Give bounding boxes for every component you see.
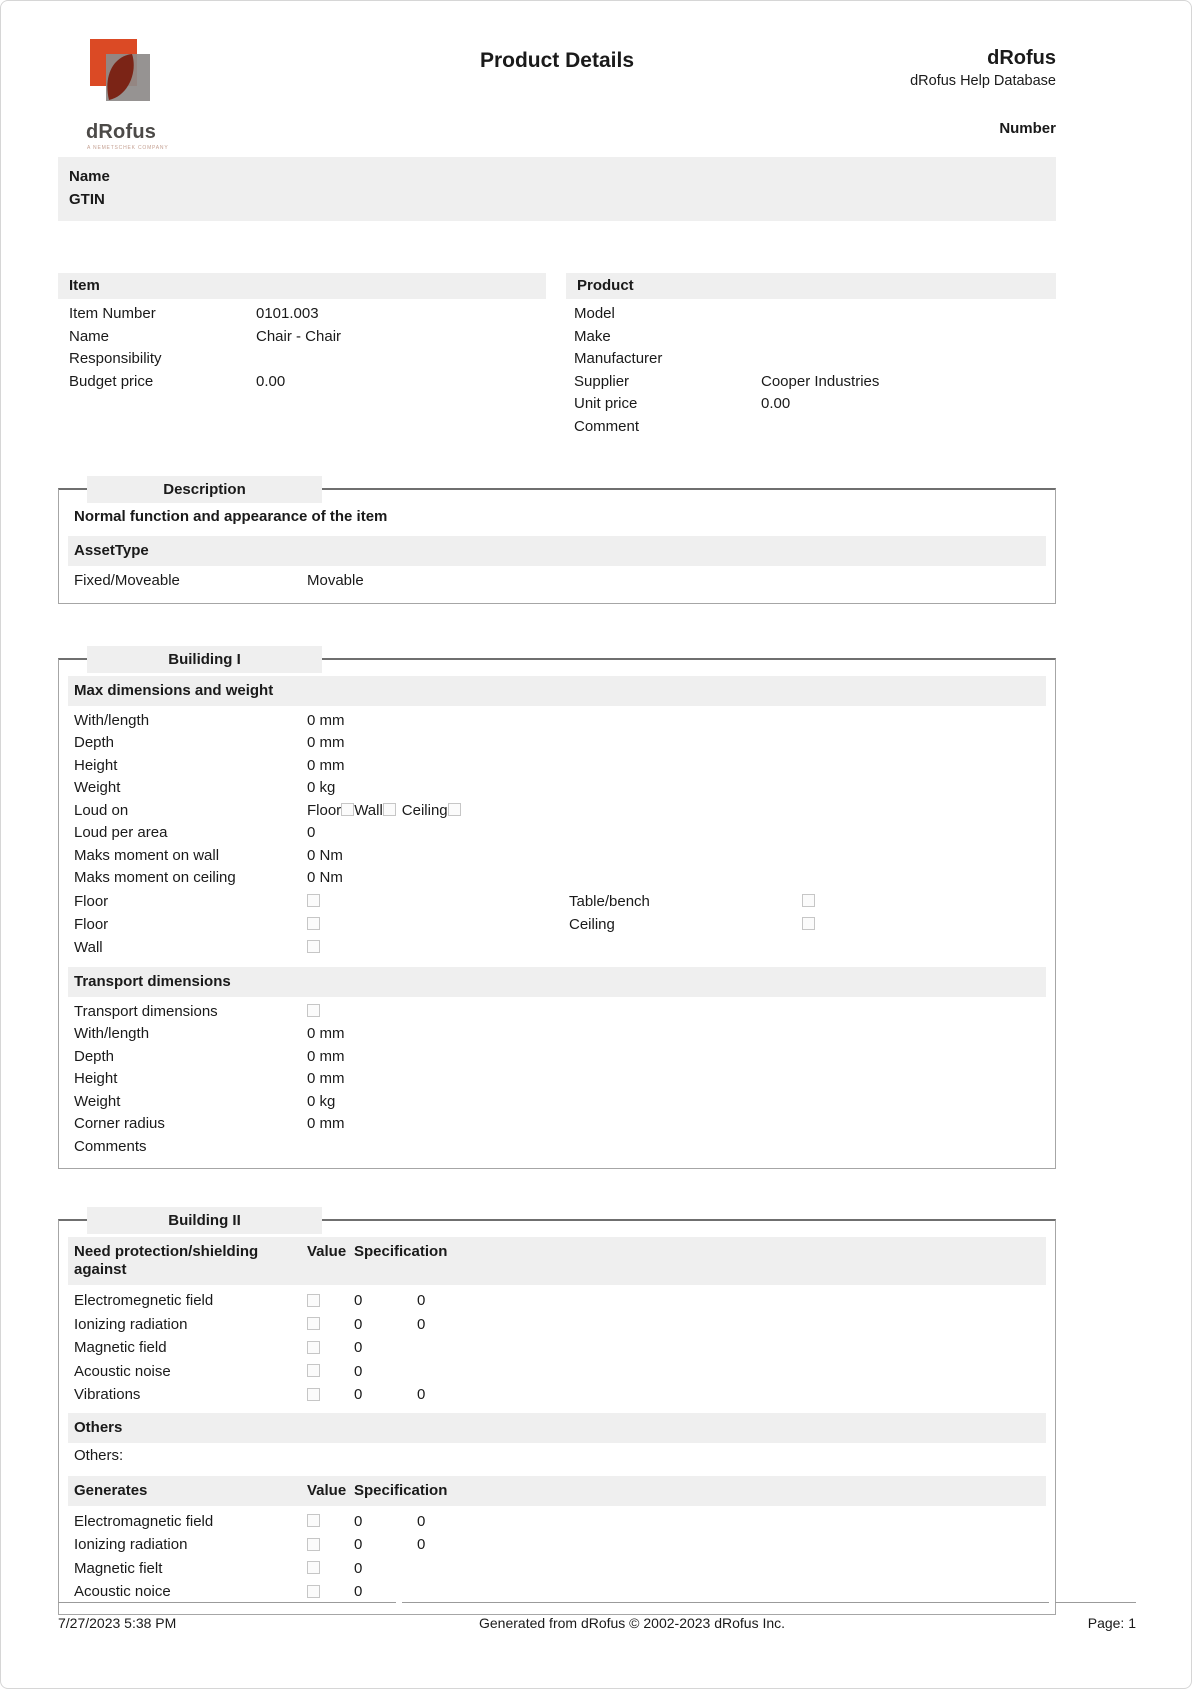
item-product-section — [58, 273, 1056, 438]
column-header: Specification — [354, 1481, 448, 1499]
field-label: Weight — [74, 1092, 121, 1110]
generates-checkbox[interactable] — [307, 1514, 320, 1527]
floor-checkbox[interactable] — [307, 917, 320, 930]
field-label: Model — [574, 305, 615, 322]
loud-on-wall-checkbox[interactable] — [383, 803, 396, 816]
field-label: Depth — [74, 734, 115, 751]
generates-row — [68, 1533, 1046, 1557]
field-value: 0 — [354, 1583, 363, 1600]
footer-generated: Generated from dRofus © 2002-2023 dRofus Inc. — [479, 1615, 786, 1631]
loud-on-wall-label: Wall — [354, 801, 383, 819]
product-row — [566, 348, 1056, 371]
transport-row — [68, 1091, 1046, 1114]
field-value: 0 mm — [307, 1047, 345, 1065]
field-label: With/length — [74, 1025, 150, 1042]
field-label: Wall — [74, 938, 103, 956]
building1-legend: Builiding I — [87, 646, 322, 673]
field-label: Maks moment on wall — [74, 846, 220, 864]
field-value: 0 — [354, 1512, 363, 1530]
field-value: 0 Nm — [307, 869, 343, 886]
logo-tagline: A NEMETSCHEK COMPANY — [87, 145, 169, 151]
name-label: Name — [69, 168, 110, 185]
field-value: 0 kg — [307, 779, 336, 796]
asset-type-header: AssetType — [68, 536, 1046, 566]
field-spec: 0 — [417, 1292, 426, 1309]
protection-row — [68, 1360, 1046, 1384]
description-text: Normal function and appearance of the item — [74, 508, 388, 525]
dimension-row — [68, 777, 1046, 800]
page-title: Product Details — [479, 49, 635, 72]
field-label: Loud on — [74, 801, 129, 819]
field-label: Floor — [74, 915, 109, 933]
field-spec: 0 — [417, 1315, 426, 1333]
product-row — [566, 393, 1056, 416]
field-label: Fixed/Moveable — [74, 572, 180, 589]
field-label: Acoustic noise — [74, 1362, 171, 1380]
field-value — [761, 416, 1056, 439]
footer-divider — [58, 1602, 1136, 1603]
field-value: 0.00 — [256, 372, 286, 390]
field-label: Responsibility — [69, 350, 162, 367]
field-value: 0 mm — [307, 1070, 345, 1087]
loud-on-ceiling-checkbox[interactable] — [448, 803, 461, 816]
logo-wordmark: dRofus — [86, 121, 157, 143]
item-row — [58, 371, 546, 394]
protection-table-header — [68, 1237, 1046, 1285]
field-label: Electromagnetic field — [74, 1512, 214, 1530]
load-row — [68, 867, 1046, 890]
field-label: Maks moment on ceiling — [74, 869, 236, 886]
field-value: 0 mm — [307, 711, 345, 729]
field-value: 0 — [354, 1386, 363, 1403]
item-section — [58, 273, 546, 438]
max-dimensions-header: Max dimensions and weight — [68, 676, 1046, 706]
item-row — [58, 348, 546, 371]
transport-row — [68, 1136, 1046, 1159]
transport-checkbox-row — [68, 1001, 1046, 1024]
building2-section — [58, 1212, 1056, 1615]
field-value: 0 — [354, 1339, 363, 1356]
transport-row — [68, 1046, 1046, 1069]
field-value: 0 — [354, 1559, 363, 1577]
number-label: Number — [999, 120, 1056, 137]
field-label: Table/bench — [569, 892, 650, 910]
mount-checkbox-row — [68, 913, 1046, 936]
field-label: Budget price — [69, 372, 154, 390]
field-label: Manufacturer — [574, 350, 663, 367]
column-header: Value — [307, 1481, 347, 1499]
field-value: 0 Nm — [307, 846, 343, 864]
field-label: With/length — [74, 711, 150, 729]
generates-row — [68, 1557, 1046, 1581]
identity-box — [58, 157, 1056, 221]
product-row — [566, 303, 1056, 326]
field-label: Ionizing radiation — [74, 1536, 188, 1553]
field-label: Weight — [74, 779, 121, 796]
footer-timestamp: 7/27/2023 5:38 PM — [58, 1615, 177, 1631]
mount-checkbox-row — [68, 890, 1046, 913]
generates-checkbox[interactable] — [307, 1561, 320, 1574]
field-label — [569, 936, 802, 959]
database-name: dRofus Help Database — [910, 73, 1056, 89]
field-value: Movable — [307, 572, 364, 589]
protection-checkbox[interactable] — [307, 1341, 320, 1354]
field-label: Loud per area — [74, 824, 168, 841]
protection-row — [68, 1336, 1046, 1360]
field-value: 0 — [354, 1315, 363, 1333]
field-value: 0 mm — [307, 1115, 345, 1132]
wall-checkbox[interactable] — [307, 940, 320, 953]
field-value: 0 — [354, 1536, 363, 1553]
ceiling-checkbox[interactable] — [802, 917, 815, 930]
product-section-header: Product — [566, 273, 1056, 299]
loud-on-floor-checkbox[interactable] — [341, 803, 354, 816]
field-label: Acoustic noice — [74, 1583, 171, 1600]
description-section — [58, 481, 1056, 604]
field-value: Cooper Industries — [761, 372, 880, 390]
field-label: Ceiling — [569, 915, 615, 933]
field-label: Comments — [74, 1137, 147, 1155]
others-row: Others: — [74, 1446, 124, 1464]
generates-table-header — [68, 1476, 1046, 1506]
description-legend: Description — [87, 476, 322, 503]
field-label: Comment — [574, 417, 640, 435]
load-row — [68, 822, 1046, 845]
dimension-row — [68, 732, 1046, 755]
table-bench-checkbox[interactable] — [802, 894, 815, 907]
footer-page-number: Page: 1 — [1087, 1615, 1136, 1631]
field-label: Electromegnetic field — [74, 1292, 214, 1309]
loud-on-ceiling-label: Ceiling — [401, 801, 448, 819]
report-header — [58, 1, 1056, 151]
field-label: Supplier — [574, 372, 630, 390]
field-label: Item Number — [69, 305, 156, 322]
report-footer — [58, 1602, 1136, 1631]
protection-checkbox[interactable] — [307, 1294, 320, 1307]
building1-section — [58, 650, 1056, 1170]
field-value — [307, 1136, 1046, 1159]
field-value — [256, 348, 546, 371]
field-value — [761, 348, 1056, 371]
field-label: Magnetic field — [74, 1339, 167, 1356]
generates-checkbox[interactable] — [307, 1538, 320, 1551]
load-row — [68, 845, 1046, 868]
field-label: Height — [74, 756, 118, 774]
product-section — [566, 273, 1056, 438]
generates-checkbox[interactable] — [307, 1585, 320, 1598]
loud-on-options — [307, 800, 1046, 823]
field-value — [761, 326, 1056, 349]
loud-on-floor-label: Floor — [307, 801, 342, 819]
field-label: Magnetic fielt — [74, 1559, 163, 1577]
field-value: 0 mm — [307, 756, 345, 774]
field-spec: 0 — [417, 1386, 426, 1403]
field-label: Unit price — [574, 395, 638, 412]
field-value: 0 — [354, 1362, 363, 1380]
drofus-logo — [84, 39, 194, 151]
field-value: 0101.003 — [256, 305, 319, 322]
floor-checkbox[interactable] — [307, 894, 320, 907]
field-label: Name — [69, 327, 110, 345]
field-value: 0 mm — [307, 1025, 345, 1042]
item-row — [58, 303, 546, 326]
product-row — [566, 326, 1056, 349]
others-header: Others — [68, 1413, 1046, 1443]
column-header: Generates — [74, 1481, 148, 1499]
drofus-logo-icon — [84, 39, 160, 115]
protection-row — [68, 1313, 1046, 1337]
protection-row — [68, 1289, 1046, 1313]
field-spec: 0 — [417, 1512, 426, 1530]
gtin-label: GTIN — [69, 190, 105, 208]
field-value: Chair - Chair — [256, 327, 342, 345]
field-value: 0 — [354, 1292, 363, 1309]
field-label: Corner radius — [74, 1115, 165, 1132]
asset-type-row — [68, 570, 1046, 593]
generates-row — [68, 1580, 1046, 1604]
transport-row — [68, 1113, 1046, 1136]
protection-checkbox[interactable] — [307, 1364, 320, 1377]
loud-on-row — [68, 800, 1046, 823]
field-label: Vibrations — [74, 1386, 141, 1403]
field-label: Height — [74, 1070, 118, 1087]
transport-dimensions-checkbox[interactable] — [307, 1004, 320, 1017]
generates-row — [68, 1510, 1046, 1534]
field-value — [761, 303, 1056, 326]
field-spec: 0 — [417, 1536, 426, 1553]
column-header: Need protection/shielding against — [74, 1243, 259, 1278]
building2-legend: Building II — [87, 1207, 322, 1234]
field-label: Transport dimensions — [74, 1002, 218, 1020]
item-section-header: Item — [58, 273, 546, 299]
transport-row — [68, 1023, 1046, 1046]
dimension-row — [68, 710, 1046, 733]
item-row — [58, 326, 546, 349]
protection-row — [68, 1383, 1046, 1407]
field-label: Floor — [74, 892, 109, 910]
product-row — [566, 371, 1056, 394]
field-value: 0 mm — [307, 734, 345, 751]
field-value: 0.00 — [761, 395, 791, 412]
transport-row — [68, 1068, 1046, 1091]
field-value: 0 kg — [307, 1092, 336, 1110]
field-label: Depth — [74, 1047, 115, 1065]
protection-checkbox[interactable] — [307, 1317, 320, 1330]
field-label: Make — [574, 327, 611, 345]
transport-header: Transport dimensions — [68, 967, 1046, 997]
org-name: dRofus — [987, 47, 1056, 69]
dimension-row — [68, 755, 1046, 778]
product-row — [566, 416, 1056, 439]
column-header: Value — [307, 1243, 347, 1260]
field-value: 0 — [307, 824, 316, 841]
protection-checkbox[interactable] — [307, 1388, 320, 1401]
mount-checkbox-row — [68, 936, 1046, 959]
field-label: Ionizing radiation — [74, 1315, 188, 1333]
column-header: Specification — [354, 1243, 448, 1260]
